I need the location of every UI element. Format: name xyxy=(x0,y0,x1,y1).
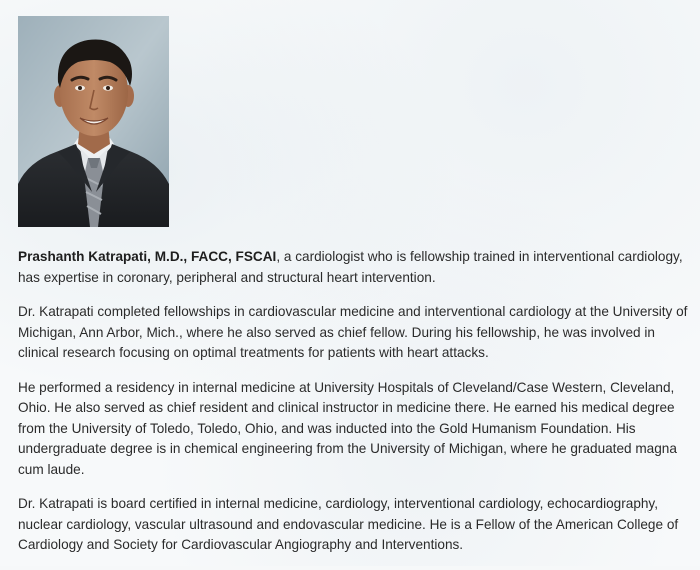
doctor-portrait xyxy=(18,16,169,227)
doctor-name: Prashanth Katrapati, M.D., FACC, FSCAI xyxy=(18,249,277,264)
bio-paragraph-certifications: Dr. Katrapati is board certified in internal medicine, cardiology, interventional cardiology, echocardiography, nuclear cardiology, vascular ultrasound and endovascular medicine. He is a Fellow of the American College of Cardiology and Society for Cardiovascular Angiography and Interventions. xyxy=(18,496,679,552)
bio-content xyxy=(18,16,688,570)
bio-paragraph-fellowship: Dr. Katrapati completed fellowships in cardiovascular medicine and interventional cardiology at the University of Michigan, Ann Arbor, Mich., where he also served as chief fellow. During his fellowship, he was involved in clinical research focusing on optimal treatments for patients with heart attacks. xyxy=(18,304,688,360)
bio-intro-text: , a cardiologist who is fellowship trained in interventional cardiology, has expertise in coronary, peripheral and structural heart intervention. xyxy=(18,249,683,285)
bio-intro-paragraph xyxy=(18,247,688,288)
bio-paragraph-residency: He performed a residency in internal medicine at University Hospitals of Cleveland/Case Western, Cleveland, Ohio. He also served as chief resident and clinical instructor in medicine there. He earned his medical degree from the University of Toledo, Toledo, Ohio, and was inducted into the Gold Humanism Foundation. His undergraduate degree is in chemical engineering from the University of Michigan, where he graduated magna cum laude. xyxy=(18,379,677,477)
